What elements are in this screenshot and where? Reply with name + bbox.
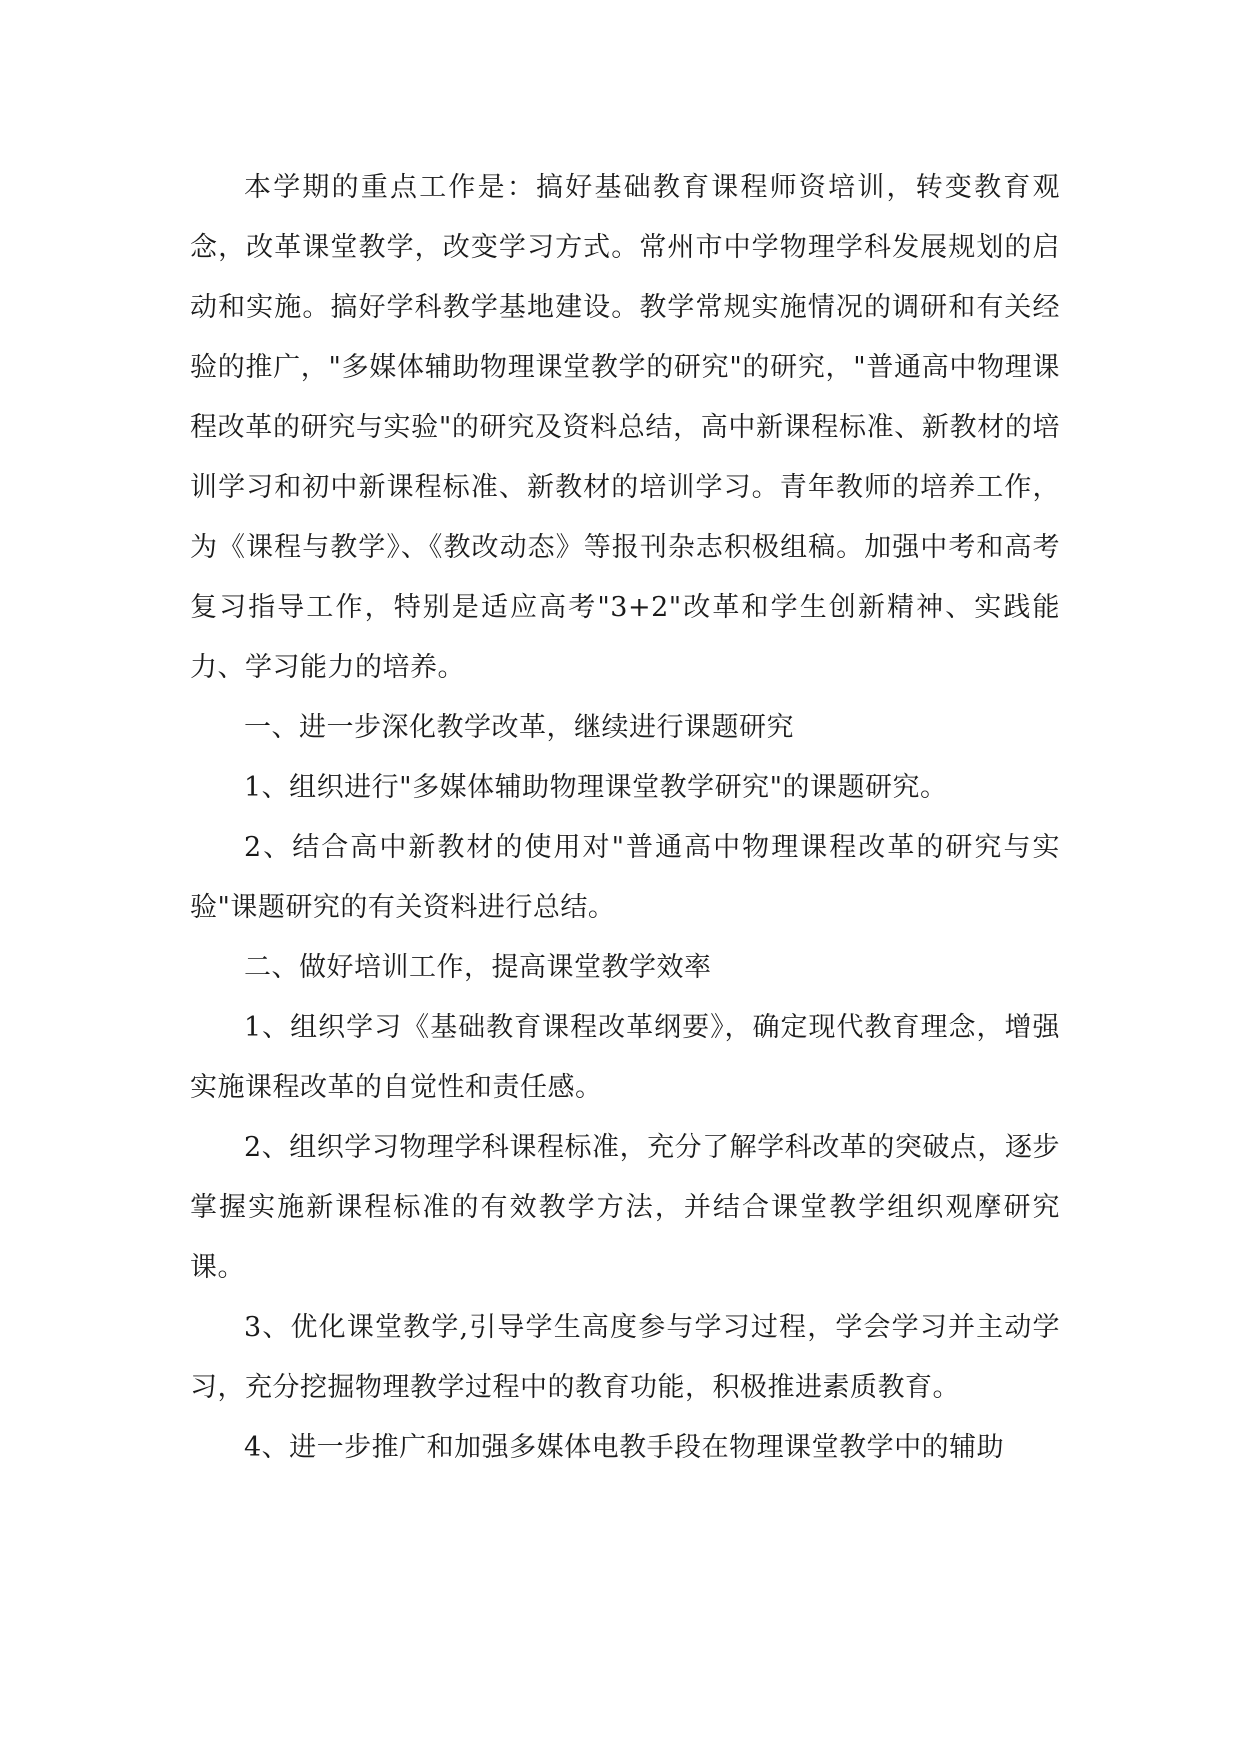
list-item: 2、结合高中新教材的使用对"普通高中物理课程改革的研究与实验"课题研究的有关资料进行总结。 [190, 832, 1060, 923]
list-item: 1、组织进行"多媒体辅助物理课堂教学研究"的课题研究。 [244, 772, 948, 803]
intro-paragraph: 本学期的重点工作是：搞好基础教育课程师资培训，转变教育观念，改革课堂教学，改变学习方式。常州市中学物理学科发展规划的启动和实施。搞好学科教学基地建设。教学常规实施情况的调研和有关经验的推广，"多媒体辅助物理课堂教学的研究"的研究，"普通高中物理课程改革的研究与实验"的研究及资料总结，高中新课程标准、新教材的培训学习和初中新课程标准、新教材的培训学习。青年教师的培养工作，为《课程与教学》、《教改动态》等报刊杂志积极组稿。加强中考和高考复习指导工作，特别是适应高考"3+2"改革和学生创新精神、实践能力、学习能力的培养。 [190, 172, 1060, 683]
section-heading-2: 二、做好培训工作，提高课堂教学效率 [244, 952, 712, 983]
list-item: 4、进一步推广和加强多媒体电教手段在物理课堂教学中的辅助 [244, 1432, 1005, 1463]
document-body [190, 158, 1060, 1478]
section-heading-1: 一、进一步深化教学改革，继续进行课题研究 [244, 712, 794, 743]
list-item: 1、组织学习《基础教育课程改革纲要》，确定现代教育理念，增强实施课程改革的自觉性和责任感。 [190, 1012, 1060, 1103]
list-item: 2、组织学习物理学科课程标准，充分了解学科改革的突破点，逐步掌握实施新课程标准的有效教学方法，并结合课堂教学组织观摩研究课。 [190, 1132, 1060, 1283]
list-item: 3、优化课堂教学,引导学生高度参与学习过程，学会学习并主动学习，充分挖掘物理教学过程中的教育功能，积极推进素质教育。 [190, 1312, 1060, 1403]
